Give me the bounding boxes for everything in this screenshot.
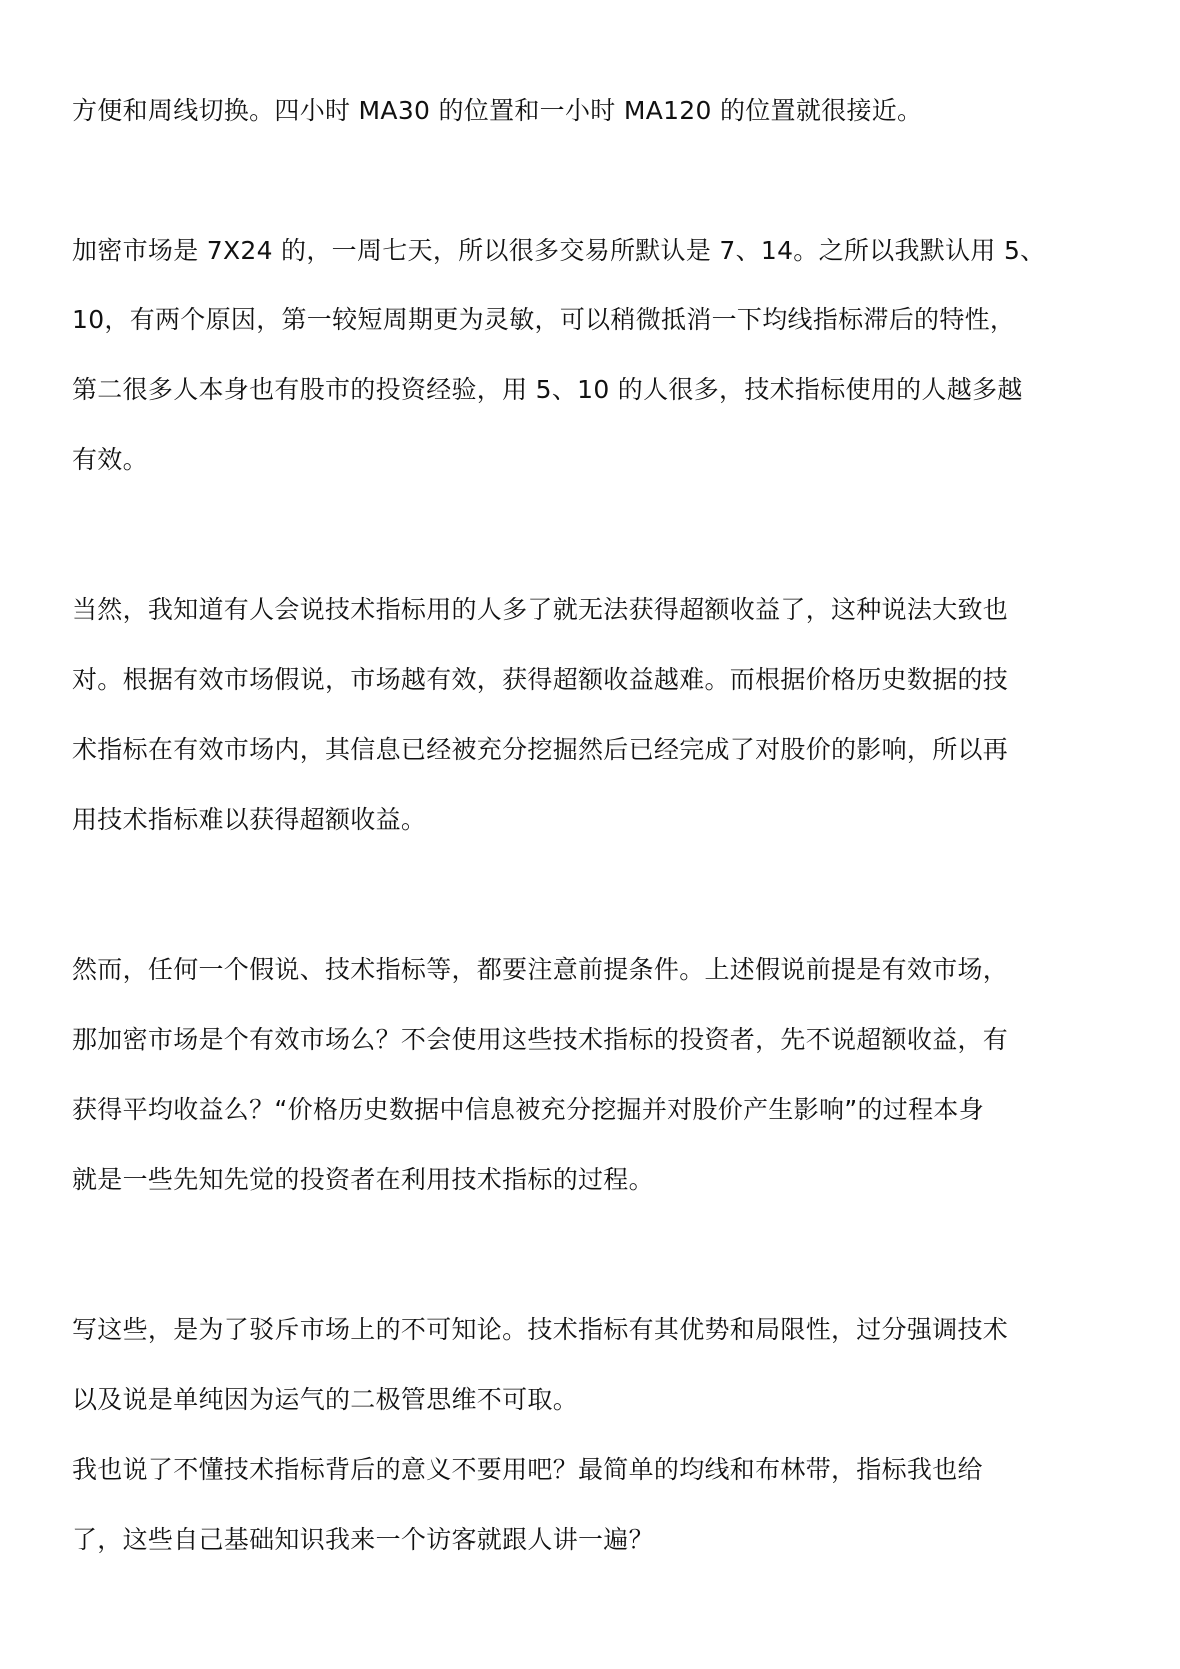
paragraph-2-line-4: 有效。 [72,445,148,474]
paragraph-3-line-4: 用技术指标难以获得超额收益。 [72,805,427,834]
paragraph-5-line-2: 以及说是单纯因为运气的二极管思维不可取。 [72,1385,579,1414]
paragraph-4-line-3: 获得平均收益么？“价格历史数据中信息被充分挖掘并对股价产生影响”的过程本身 [72,1095,985,1124]
paragraph-2-line-2: 10，有两个原因，第一较短周期更为灵敏，可以稍微抵消一下均线指标滞后的特性， [72,305,1016,334]
paragraph-5-line-3: 我也说了不懂技术指标背后的意义不要用吧？最简单的均线和布林带，指标我也给 [72,1455,983,1484]
paragraph-3-line-2: 对。根据有效市场假说，市场越有效，获得超额收益越难。而根据价格历史数据的技 [72,665,1009,694]
paragraph-4-line-1: 然而，任何一个假说、技术指标等，都要注意前提条件。上述假说前提是有效市场， [72,955,1009,984]
paragraph-3-line-1: 当然，我知道有人会说技术指标用的人多了就无法获得超额收益了，这种说法大致也 [72,595,1009,624]
paragraph-4-line-2: 那加密市场是个有效市场么？不会使用这些技术指标的投资者，先不说超额收益，有 [72,1025,1009,1054]
paragraph-5-line-1: 写这些，是为了驳斥市场上的不可知论。技术指标有其优势和局限性，过分强调技术 [72,1315,1009,1344]
paragraph-5-line-4: 了，这些自己基础知识我来一个访客就跟人讲一遍？ [72,1525,654,1554]
paragraph-2-line-1: 加密市场是 7X24 的，一周七天，所以很多交易所默认是 7、14。之所以我默认用 5、 [72,236,1046,265]
paragraph-4-line-4: 就是一些先知先觉的投资者在利用技术指标的过程。 [72,1165,654,1194]
paragraph-2-line-3: 第二很多人本身也有股市的投资经验，用 5、10 的人很多，技术指标使用的人越多越 [72,375,1023,404]
paragraph-1-line-1: 方便和周线切换。四小时 MA30 的位置和一小时 MA120 的位置就很接近。 [72,96,923,125]
paragraph-3-line-3: 术指标在有效市场内，其信息已经被充分挖掘然后已经完成了对股价的影响，所以再 [72,735,1009,764]
